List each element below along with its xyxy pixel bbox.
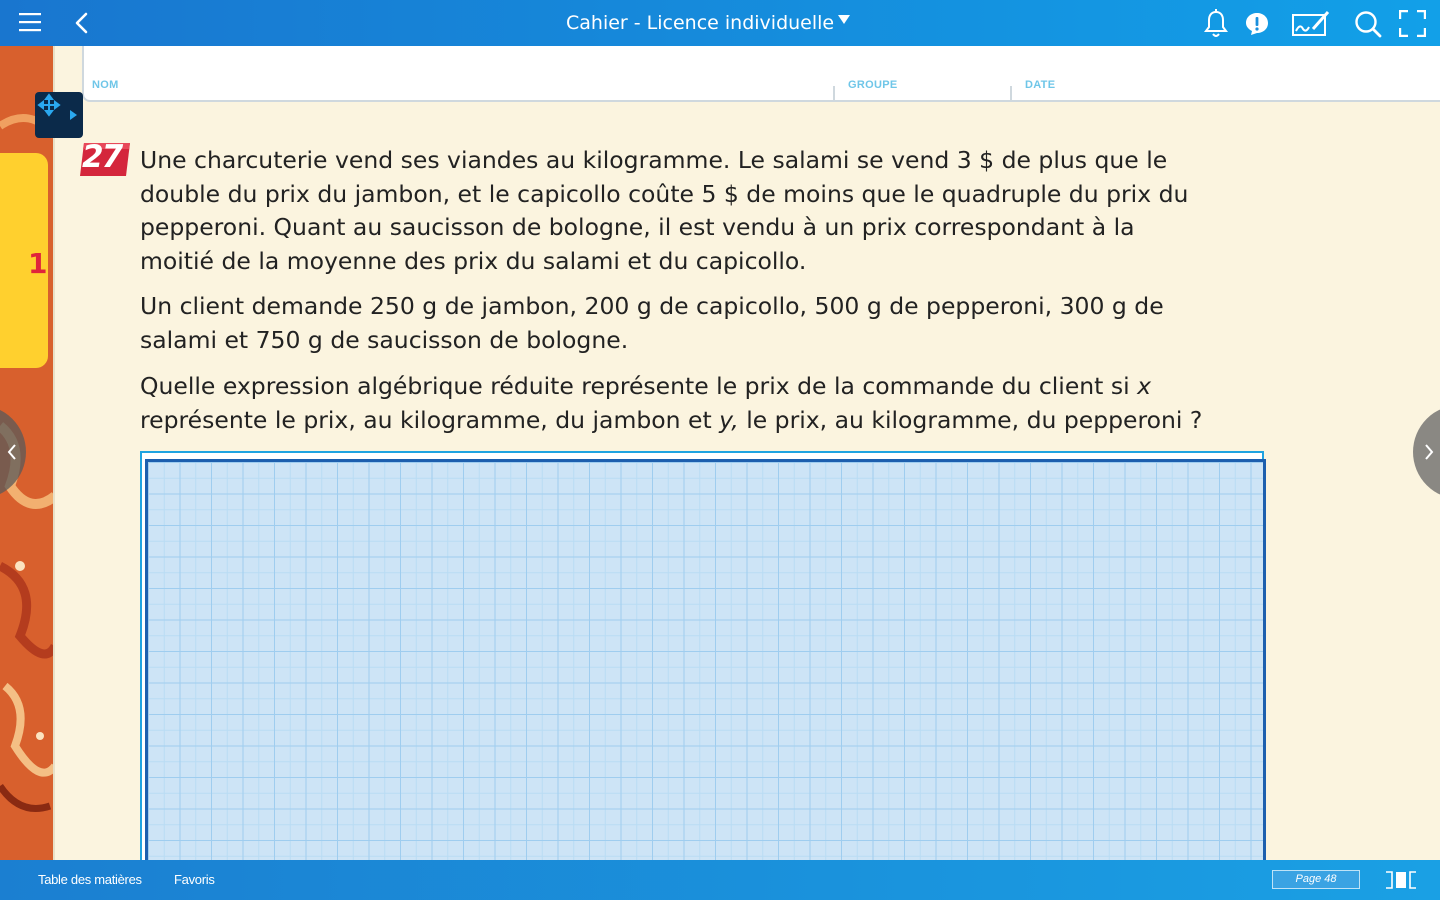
bottom-bar <box>0 860 1440 900</box>
search-icon[interactable] <box>1354 10 1382 38</box>
page-edge <box>53 46 55 860</box>
exercise-number: 27 <box>82 139 122 175</box>
next-page-button[interactable] <box>1413 405 1440 499</box>
exercise-question <box>140 370 1210 437</box>
question-text: représente le prix, au kilogramme, du jambon et <box>140 405 720 434</box>
favorites-link[interactable]: Favoris <box>174 872 215 887</box>
chevron-right-icon <box>1413 405 1440 499</box>
chevron-left-icon <box>0 405 26 499</box>
date-label: DATE <box>1025 79 1056 91</box>
variable-x: x <box>1137 372 1152 400</box>
variable-y: y, <box>719 405 739 434</box>
groupe-label: GROUPE <box>848 79 898 91</box>
double-page-view-icon[interactable] <box>1385 871 1417 889</box>
annotate-icon[interactable] <box>1291 9 1331 37</box>
move-tool-button[interactable] <box>35 92 83 138</box>
previous-page-button[interactable] <box>0 405 26 499</box>
fullscreen-icon[interactable] <box>1399 10 1426 37</box>
exercise-paragraph-1: Une charcuterie vend ses viandes au kilogramme. Le salami se vend 3 $ de plus que le double du prix du jambon, et le capicollo coûte 5 $ de moins que le quadruple du prix du pepperoni. Quant au saucisson de bologne, il est vendu à un prix correspondant à la moitié de la moyenne des prix du salami et du capicollo. <box>140 146 1189 275</box>
top-bar <box>0 0 1440 46</box>
divider <box>1010 86 1012 100</box>
divider <box>833 86 835 100</box>
move-arrows-icon <box>35 92 83 138</box>
chapter-number: 1 <box>28 247 48 280</box>
caret-down-icon[interactable] <box>838 15 850 24</box>
question-text: le prix, au kilogramme, du pepperoni ? <box>738 405 1203 434</box>
answer-grid[interactable] <box>145 459 1266 860</box>
sheet-header <box>82 46 1440 102</box>
back-chevron-icon[interactable] <box>74 12 90 34</box>
menu-icon[interactable] <box>19 12 41 32</box>
question-text: Quelle expression algébrique réduite représente le prix de la commande du client si <box>140 372 1138 400</box>
page-number-field[interactable]: Page 48 <box>1272 870 1360 889</box>
nom-label: NOM <box>92 79 119 91</box>
exercise-paragraph-2: Un client demande 250 g de jambon, 200 g de capicollo, 500 g de pepperoni, 300 g de salami et 750 g de saucisson de bologne. <box>140 292 1164 354</box>
bell-icon[interactable] <box>1204 9 1228 39</box>
alert-icon[interactable] <box>1245 12 1269 36</box>
table-of-contents-link[interactable]: Table des matières <box>38 872 142 887</box>
document-title[interactable]: Cahier - Licence individuelle <box>566 12 835 34</box>
